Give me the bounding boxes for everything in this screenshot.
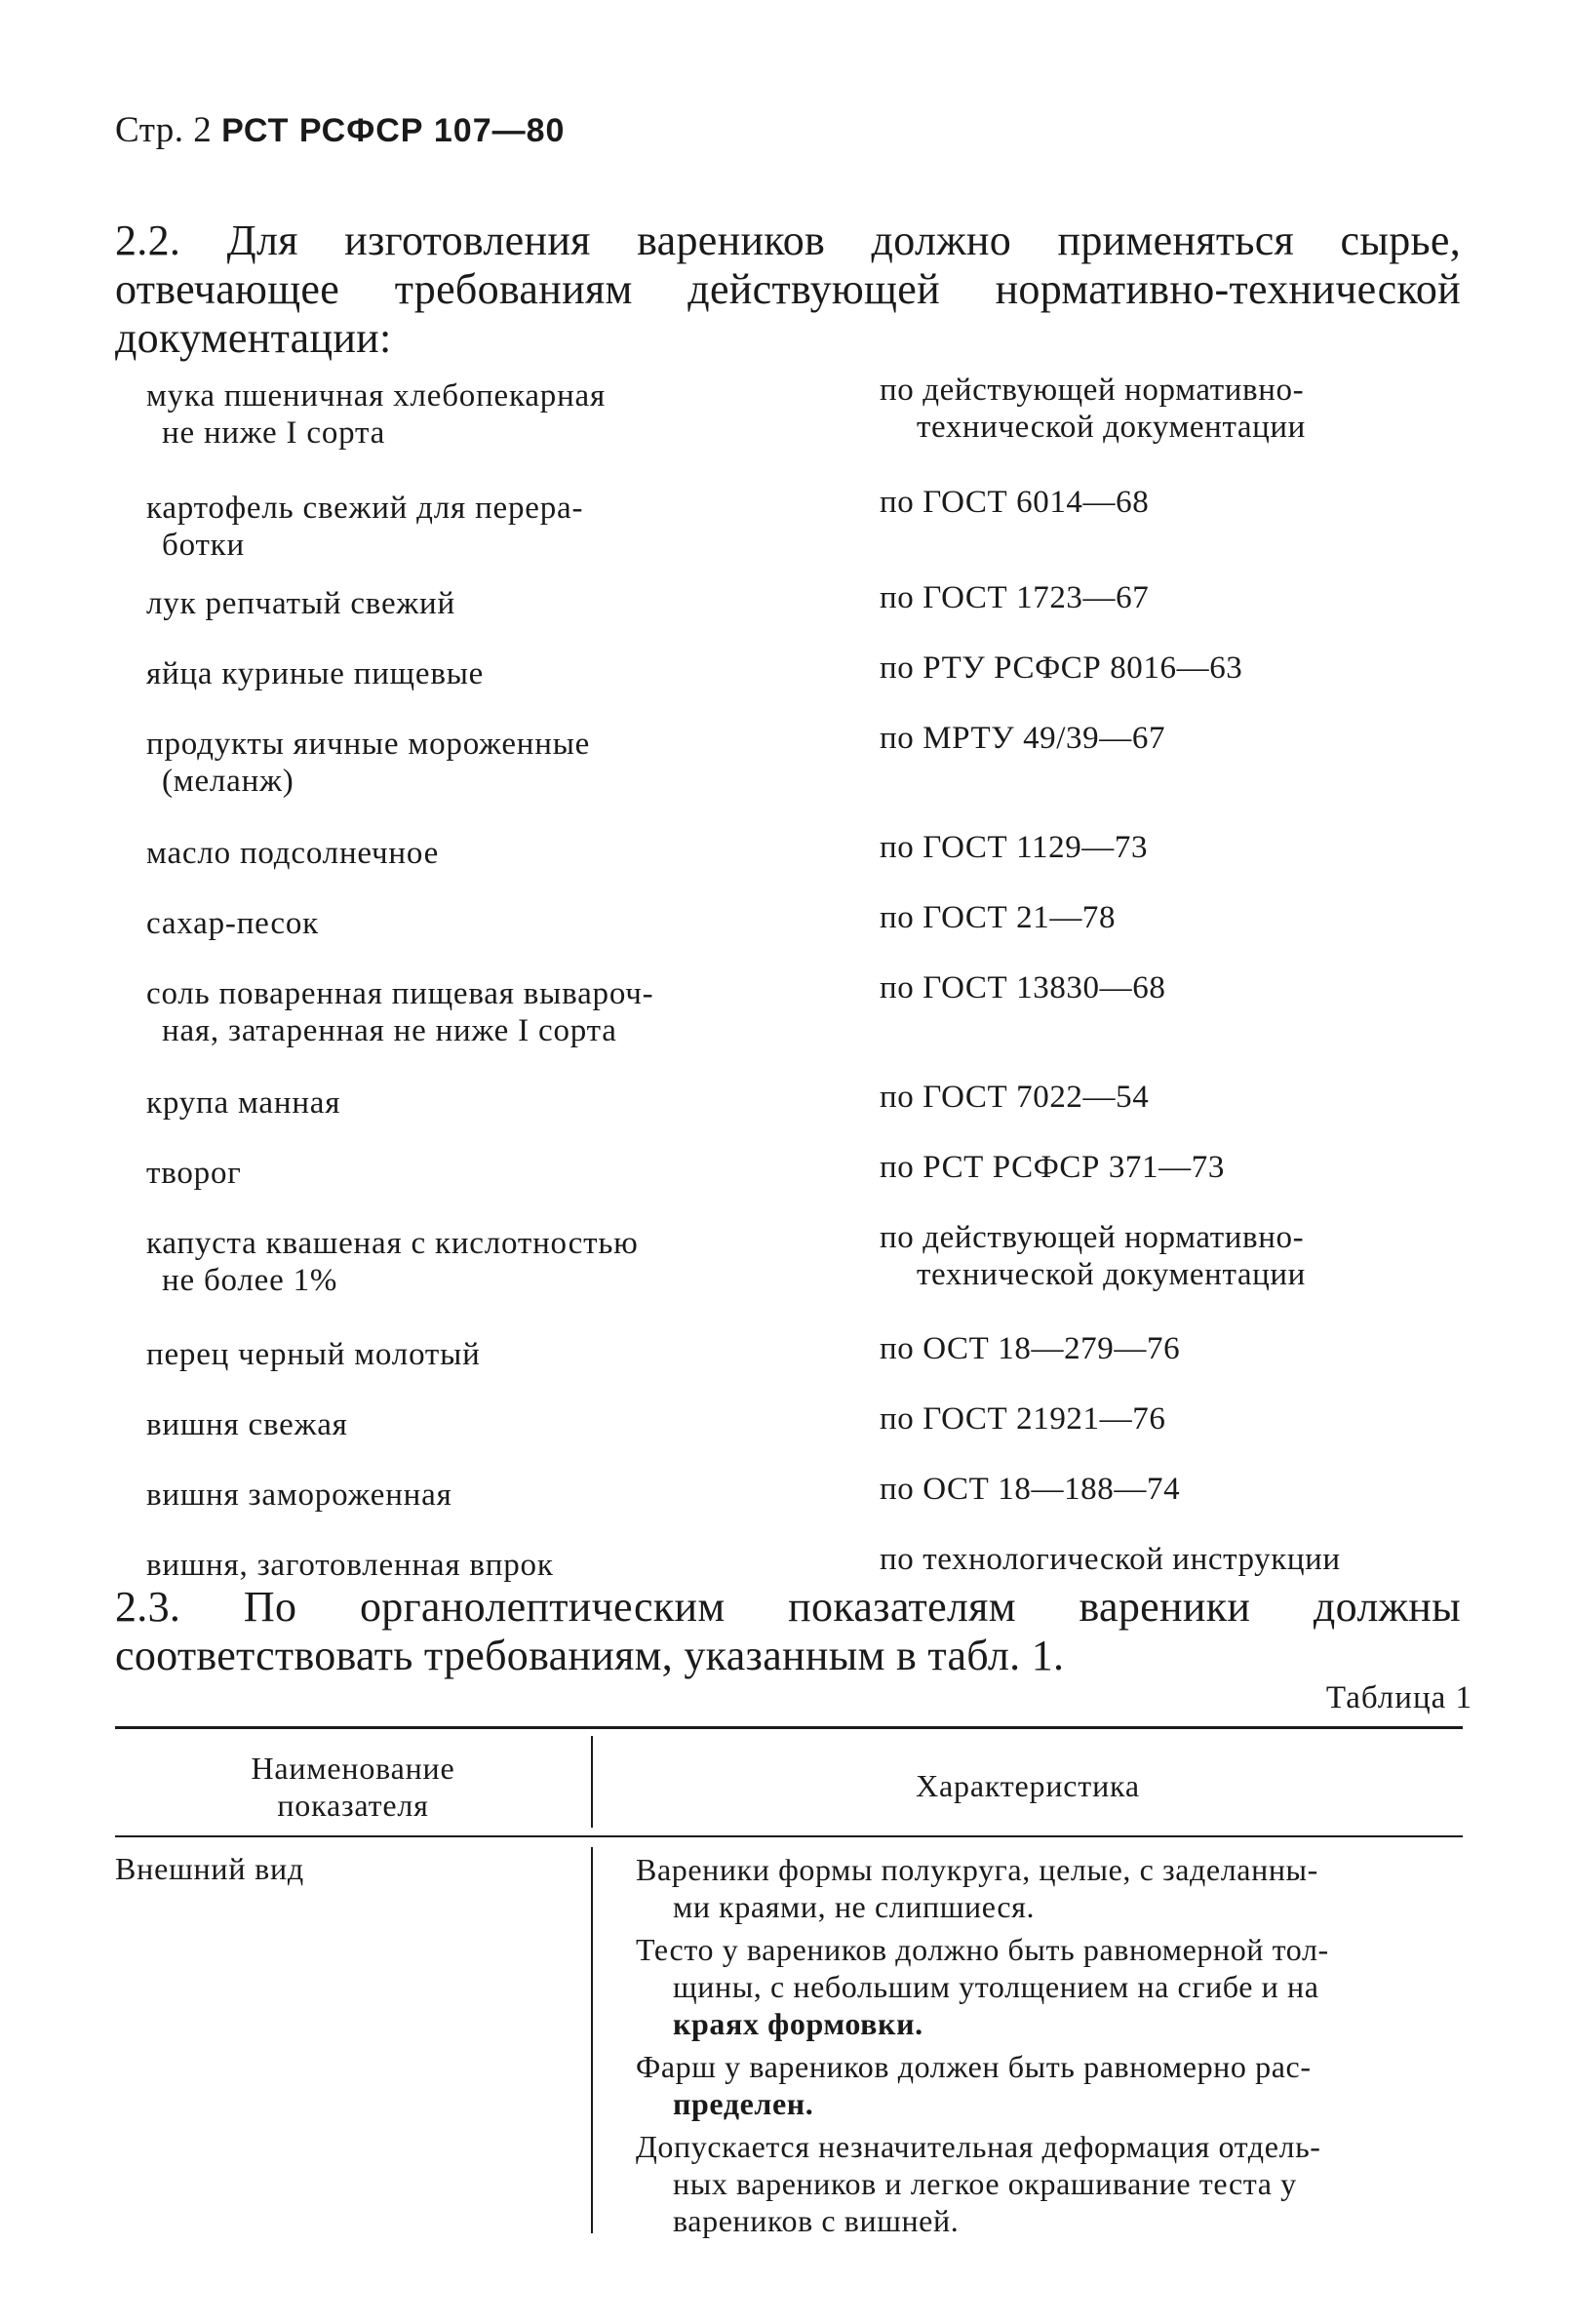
material-name — [146, 1336, 731, 1373]
table-caption: Таблица 1 — [1325, 1680, 1472, 1715]
material-reference-line2: технической документации — [917, 410, 1306, 445]
header-indicator-line1: Наименование — [251, 1751, 455, 1786]
material-name-line1: яйца куриные пищевые — [146, 656, 485, 691]
material-reference-line1: по ГОСТ 21—78 — [880, 900, 1117, 935]
material-name-line1: масло подсолнечное — [146, 836, 440, 871]
material-name-line1: творог — [146, 1156, 242, 1191]
table-header-indicator — [115, 1750, 591, 1824]
material-name-line1: вишня замороженная — [146, 1477, 452, 1513]
section-2-2-paragraph: 2.2. Для изготовления вареников должно применяться сырье, отвечающее требованиям действующей нормативно-технической документации: — [115, 217, 1461, 362]
characteristic-paragraph-2 — [636, 1931, 1463, 2042]
material-reference — [880, 1471, 1426, 1508]
material-name-line2: не более 1% — [162, 1263, 338, 1298]
material-name — [146, 905, 731, 942]
material-name-line1: крупа манная — [146, 1085, 341, 1121]
section-2-3-paragraph: 2.3. По органолептическим показателям вареники должны соответствовать требованиям, указанным в табл. 1. — [115, 1583, 1461, 1679]
material-reference-line1: по РСТ РСФСР 371—73 — [880, 1150, 1225, 1185]
table-header-rule — [115, 1835, 1463, 1837]
material-name-line1: мука пшеничная хлебопекарная — [146, 378, 606, 414]
material-name — [146, 585, 731, 622]
material-reference — [880, 1079, 1426, 1116]
material-reference-line1: по ГОСТ 21921—76 — [880, 1401, 1166, 1437]
material-name-line1: продукты яичные мороженные — [146, 727, 591, 762]
material-name-line1: вишня свежая — [146, 1407, 348, 1442]
material-name — [146, 1155, 731, 1192]
material-reference-line1: по ГОСТ 13830—68 — [880, 970, 1166, 1005]
material-name-line1: перец черный молотый — [146, 1337, 481, 1372]
header-indicator-line2: показателя — [277, 1788, 429, 1823]
material-name — [146, 1477, 731, 1514]
material-reference — [880, 484, 1426, 521]
material-reference-line1: по МРТУ 49/39—67 — [880, 721, 1166, 756]
material-reference-line1: по ОСТ 18—279—76 — [880, 1331, 1181, 1366]
table-top-rule — [115, 1726, 1463, 1729]
material-reference — [880, 899, 1426, 936]
p1-line1: Вареники формы полукруга, целые, с заделанны- — [636, 1852, 1318, 1887]
material-name-line2: ботки — [162, 528, 245, 563]
page-number: Стр. 2 — [115, 110, 213, 150]
material-name-line1: соль поваренная пищевая вывароч- — [146, 976, 654, 1011]
material-name — [146, 655, 731, 692]
material-name — [146, 377, 731, 452]
p1-line2: ми краями, не слипшиеся. — [673, 1889, 1036, 1924]
material-reference-line1: по ГОСТ 7022—54 — [880, 1080, 1150, 1115]
p3-line1: Фарш у вареников должен быть равномерно рас- — [636, 2049, 1312, 2084]
material-reference — [880, 372, 1426, 446]
p4-line2: ных вареников и легкое окрашивание теста у — [673, 2166, 1297, 2201]
material-reference — [880, 1400, 1426, 1438]
material-reference-line1: по действующей нормативно- — [880, 1220, 1305, 1255]
table-body-divider — [591, 1847, 593, 2233]
material-reference-line1: по ОСТ 18—188—74 — [880, 1472, 1181, 1507]
standard-code: РСТ РСФСР 107—80 — [221, 112, 566, 149]
material-name — [146, 1406, 731, 1443]
material-reference — [880, 720, 1426, 757]
p3-line2: пределен. — [673, 2086, 814, 2121]
material-reference — [880, 579, 1426, 616]
material-name — [146, 490, 731, 564]
material-name — [146, 1225, 731, 1299]
p2-line2: щины, с небольшим утолщением на сгибе и на — [673, 1969, 1319, 2004]
p2-line1: Тесто у вареников должно быть равномерной тол- — [636, 1932, 1329, 1967]
characteristic-paragraph-1 — [636, 1851, 1463, 1925]
material-reference-line2: технической документации — [917, 1257, 1306, 1292]
material-reference-line1: по ГОСТ 1723—67 — [880, 580, 1150, 615]
material-reference — [880, 1149, 1426, 1186]
material-reference-line1: по действующей нормативно- — [880, 373, 1305, 408]
material-name-line2: не ниже I сорта — [162, 415, 386, 451]
material-reference-line1: по ГОСТ 1129—73 — [880, 830, 1149, 865]
material-name — [146, 835, 731, 872]
material-name — [146, 1547, 731, 1584]
material-name-line1: вишня, заготовленная впрок — [146, 1548, 554, 1583]
row-characteristic — [636, 1851, 1463, 2245]
material-reference — [880, 1219, 1426, 1293]
material-reference-line1: по РТУ РСФСР 8016—63 — [880, 650, 1243, 686]
organoleptic-table — [115, 1726, 1463, 2238]
characteristic-paragraph-3 — [636, 2048, 1463, 2122]
material-reference — [880, 1541, 1426, 1578]
material-reference-line1: по ГОСТ 6014—68 — [880, 485, 1150, 520]
material-reference — [880, 1330, 1426, 1367]
table-header-characteristic: Характеристика — [916, 1768, 1140, 1803]
material-name-line2: (меланж) — [162, 764, 294, 799]
p4-line3: вареников с вишней. — [673, 2203, 960, 2238]
p2-line3: краях формовки. — [673, 2006, 923, 2041]
row-indicator-name: Внешний вид — [115, 1851, 305, 1886]
material-reference — [880, 650, 1426, 687]
page-header — [115, 109, 565, 151]
p4-line1: Допускается незначительная деформация отдель- — [636, 2129, 1321, 2164]
material-name-line1: картофель свежий для перера- — [146, 491, 584, 526]
material-reference-line1: по технологической инструкции — [880, 1542, 1341, 1577]
characteristic-paragraph-4 — [636, 2128, 1463, 2239]
material-reference — [880, 969, 1426, 1006]
material-name — [146, 1084, 731, 1122]
material-name — [146, 975, 731, 1049]
material-name-line1: лук репчатый свежий — [146, 586, 455, 621]
material-name — [146, 726, 731, 800]
material-name-line2: ная, затаренная не ниже I сорта — [162, 1013, 617, 1048]
material-reference — [880, 829, 1426, 866]
material-name-line1: сахар-песок — [146, 906, 320, 941]
material-name-line1: капуста квашеная с кислотностью — [146, 1226, 639, 1261]
